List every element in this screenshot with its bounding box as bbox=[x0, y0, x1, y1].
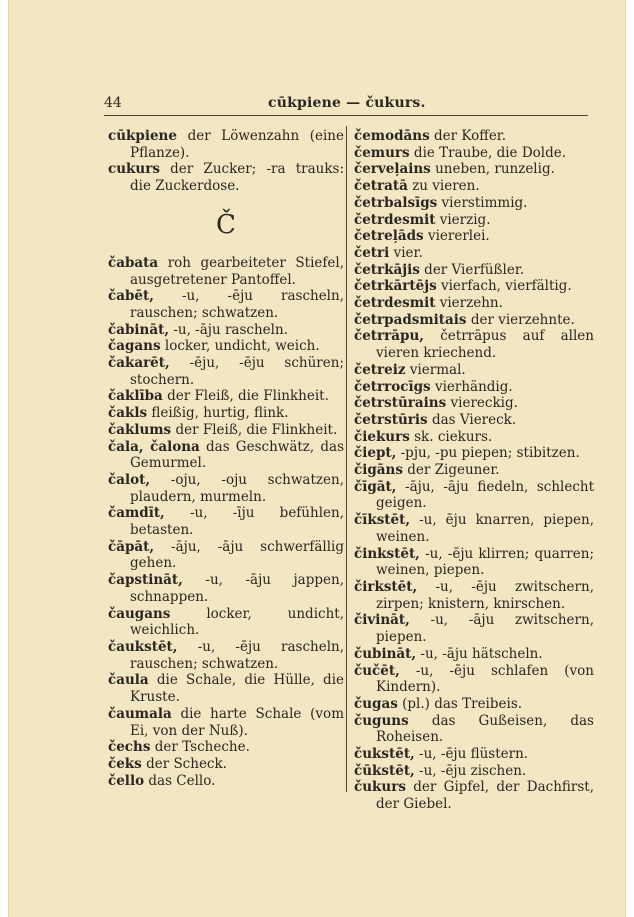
entry-definition: locker, undicht, weich. bbox=[164, 338, 320, 355]
entry-headword: čigāns bbox=[354, 462, 403, 479]
entry-headword: čemodāns bbox=[354, 128, 430, 144]
entry-definition: der Scheck. bbox=[146, 755, 227, 772]
entry-headword: četrdesmit bbox=[354, 211, 436, 228]
entry-definition: -pju, -pu piepen; stibitzen. bbox=[400, 445, 580, 462]
entry-definition: der Gipfel, der Dachfirst, der Giebel. bbox=[376, 779, 594, 813]
dictionary-entry bbox=[354, 696, 594, 713]
dictionary-entry bbox=[108, 472, 344, 505]
entry-definition: vierhändig. bbox=[434, 378, 513, 395]
entry-definition: zu vieren. bbox=[412, 178, 480, 195]
entry-definition: -āju, -āju fiedeln, schlecht geigen. bbox=[376, 478, 595, 512]
entry-headword: čalot, bbox=[108, 471, 151, 488]
dictionary-entry bbox=[354, 412, 594, 429]
dictionary-entry bbox=[354, 379, 594, 396]
entry-definition: sk. ciekurs. bbox=[414, 428, 493, 445]
entry-headword: čugas bbox=[354, 695, 398, 712]
entry-headword: čiekurs bbox=[354, 428, 410, 445]
entry-headword: čabata bbox=[108, 254, 159, 271]
entry-definition: -u, -ēju klirren; quarren; weinen, piepen. bbox=[376, 545, 594, 579]
entry-headword: čubināt, bbox=[354, 645, 417, 662]
dictionary-entry bbox=[108, 422, 344, 439]
entry-headword: četri bbox=[354, 244, 390, 261]
entry-headword: čemurs bbox=[354, 144, 410, 161]
entry-definition: -āju, -āju schwerfällig gehen. bbox=[130, 538, 344, 572]
dictionary-entry bbox=[354, 212, 594, 229]
running-title: cūkpiene — čukurs. bbox=[268, 95, 426, 111]
dictionary-entry bbox=[354, 479, 594, 512]
entry-definition: vierzig. bbox=[439, 211, 491, 228]
column-divider bbox=[346, 126, 347, 792]
entry-definition: -u, ēju knarren, piepen, weinen. bbox=[376, 512, 594, 545]
entry-definition: (pl.) das Treibeis. bbox=[402, 695, 523, 712]
entry-definition: der Löwenzahn (eine Pflanze). bbox=[130, 128, 344, 161]
entry-definition: -u, -ēju zischen. bbox=[419, 762, 527, 779]
entry-headword: čello bbox=[108, 772, 145, 789]
entry-headword: četrdesmit bbox=[354, 295, 436, 312]
entry-headword: čaula bbox=[108, 672, 149, 689]
entry-definition: -ēju, -ēju schüren; stochern. bbox=[130, 355, 344, 388]
entry-definition: -u, -ēju rascheln, rauschen; schwatzen. bbox=[130, 288, 344, 321]
entry-definition: vierfach, vierfältig. bbox=[440, 278, 572, 295]
entry-definition: roh gearbeiteter Stiefel, ausgetretener Pantoffel. bbox=[130, 254, 344, 288]
entry-headword: četreiz bbox=[354, 361, 406, 378]
entry-definition: die harte Schale (vom Ei, von der Nuß). bbox=[130, 705, 344, 739]
dictionary-entry bbox=[108, 606, 344, 639]
entry-headword: čaugans bbox=[108, 605, 171, 622]
entry-definition: viermal. bbox=[409, 361, 466, 378]
dictionary-entry bbox=[108, 161, 344, 194]
entry-definition: die Traube, die Dolde. bbox=[413, 144, 567, 161]
dictionary-entry bbox=[354, 763, 594, 780]
dictionary-entry bbox=[354, 228, 594, 245]
entry-definition: der Fleiß, die Flinkheit. bbox=[175, 421, 338, 438]
dictionary-entry bbox=[108, 388, 344, 405]
dictionary-entry bbox=[354, 145, 594, 162]
entry-definition: der vierzehnte. bbox=[470, 311, 575, 328]
entry-definition: četrrāpus auf allen vieren kriechend. bbox=[376, 328, 594, 362]
entry-definition: der Koffer. bbox=[434, 128, 507, 144]
entry-headword: čaukstēt, bbox=[108, 638, 178, 655]
entry-definition: der Vierfüßler. bbox=[424, 261, 525, 278]
dictionary-entry bbox=[108, 773, 344, 790]
dictionary-entry bbox=[354, 328, 594, 361]
entry-headword: čakls bbox=[108, 405, 148, 422]
entry-definition: -u, -ēju schlafen (von Kindern). bbox=[376, 662, 594, 696]
entry-headword: čukurs bbox=[354, 779, 406, 796]
dictionary-entry bbox=[354, 395, 594, 412]
entry-headword: četrstūris bbox=[354, 411, 428, 428]
entry-headword: četreļāds bbox=[354, 228, 424, 245]
entry-definition: der Tscheche. bbox=[154, 739, 250, 756]
entry-definition: -u, -ēju rascheln, rauschen; schwatzen. bbox=[130, 638, 344, 672]
entry-definition: -u, -ēju zwitschern, zirpen; knistern, knirschen. bbox=[376, 578, 594, 612]
entry-headword: četrpadsmitais bbox=[354, 311, 467, 328]
entry-headword: čala, čalona bbox=[108, 438, 200, 455]
entry-definition: locker, undicht, weichlich. bbox=[130, 605, 344, 639]
entry-definition: -u, -ēju flüstern. bbox=[419, 746, 529, 763]
dictionary-entry bbox=[354, 195, 594, 212]
entry-definition: -oju, -oju schwatzen, plaudern, murmeln. bbox=[130, 471, 344, 505]
entry-definition: -u, -āju zwitschern, piepen. bbox=[376, 612, 594, 646]
entry-headword: čaklums bbox=[108, 421, 172, 438]
entry-headword: čaumala bbox=[108, 705, 172, 722]
dictionary-entry bbox=[354, 663, 594, 696]
entry-definition: vier. bbox=[393, 244, 423, 261]
entry-definition: der Zigeuner. bbox=[407, 462, 500, 479]
entry-headword: čagans bbox=[108, 338, 161, 355]
dictionary-entry bbox=[108, 739, 344, 756]
dictionary-entry bbox=[354, 429, 594, 446]
entry-headword: četrstūrains bbox=[354, 395, 447, 412]
entry-definition: der Fleiß, die Flinkheit. bbox=[167, 388, 329, 405]
dictionary-entry bbox=[108, 639, 344, 672]
entry-definition: das Viereck. bbox=[431, 411, 517, 428]
entry-headword: čūkstēt, bbox=[354, 762, 415, 779]
entry-headword: četratā bbox=[354, 178, 408, 195]
entry-headword: čīgāt, bbox=[354, 478, 397, 495]
entry-definition: -u, -āju rascheln. bbox=[173, 321, 288, 338]
entry-headword: čeks bbox=[108, 755, 142, 772]
entry-headword: četrbalsīgs bbox=[354, 194, 438, 211]
dictionary-entry bbox=[354, 512, 594, 545]
entry-headword: čabināt, bbox=[108, 321, 170, 338]
dictionary-entry bbox=[108, 572, 344, 605]
dictionary-entry bbox=[354, 779, 594, 812]
entry-headword: cūkpiene bbox=[108, 128, 177, 144]
dictionary-entry bbox=[354, 362, 594, 379]
left-column bbox=[108, 128, 344, 789]
entry-headword: čaklība bbox=[108, 388, 163, 405]
right-column bbox=[354, 128, 594, 813]
entry-headword: četrrocīgs bbox=[354, 378, 431, 395]
dictionary-entry bbox=[108, 322, 344, 339]
entry-headword: čamdīt, bbox=[108, 505, 165, 522]
dictionary-entry bbox=[108, 338, 344, 355]
dictionary-entry bbox=[354, 462, 594, 479]
dictionary-entry bbox=[108, 255, 344, 288]
dictionary-entry bbox=[354, 178, 594, 195]
dictionary-entry bbox=[108, 439, 344, 472]
entry-definition: vierzehn. bbox=[439, 295, 503, 312]
dictionary-entry bbox=[108, 756, 344, 773]
dictionary-entry bbox=[354, 245, 594, 262]
entry-headword: čirkstēt, bbox=[354, 578, 418, 595]
entry-headword: četrrāpu, bbox=[354, 328, 424, 345]
entry-headword: četrkājis bbox=[354, 261, 420, 278]
dictionary-entry bbox=[108, 539, 344, 572]
dictionary-entry bbox=[354, 128, 594, 145]
entry-definition: der Zucker; -ra trauks: die Zuckerdose. bbox=[130, 161, 345, 195]
dictionary-entry bbox=[108, 505, 344, 538]
entry-headword: činkstēt, bbox=[354, 545, 420, 562]
entry-definition: viererlei. bbox=[427, 228, 490, 245]
dictionary-entry bbox=[354, 278, 594, 295]
entry-definition: uneben, runzelig. bbox=[435, 161, 555, 178]
dictionary-entry bbox=[354, 746, 594, 763]
page-header bbox=[104, 95, 592, 115]
entry-headword: četrkārtējs bbox=[354, 278, 437, 295]
dictionary-entry bbox=[354, 295, 594, 312]
entry-definition: -u, -āju hätscheln. bbox=[420, 645, 543, 662]
entry-definition: das Cello. bbox=[148, 772, 216, 789]
entry-headword: čiept, bbox=[354, 445, 397, 462]
entry-definition: das Gußeisen, das Roheisen. bbox=[376, 712, 594, 746]
entry-headword: čakarēt, bbox=[108, 355, 170, 372]
entry-headword: čuguns bbox=[354, 712, 409, 729]
dictionary-entry bbox=[108, 706, 344, 739]
header-divider bbox=[104, 115, 588, 116]
dictionary-entry bbox=[108, 128, 344, 161]
entry-headword: cukurs bbox=[108, 161, 160, 178]
entry-definition: fleißig, hurtig, flink. bbox=[151, 405, 289, 422]
entry-definition: -u, -īju befühlen, betasten. bbox=[130, 505, 344, 539]
dictionary-entry bbox=[354, 161, 594, 178]
dictionary-entry bbox=[108, 405, 344, 422]
entry-headword: čīkstēt, bbox=[354, 512, 411, 529]
dictionary-entry bbox=[354, 262, 594, 279]
entry-headword: čučēt, bbox=[354, 662, 400, 679]
entry-headword: červeļains bbox=[354, 161, 431, 178]
entry-definition: die Schale, die Hülle, die Kruste. bbox=[130, 672, 345, 706]
entry-headword: čapstināt, bbox=[108, 572, 183, 589]
dictionary-entry bbox=[354, 579, 594, 612]
dictionary-entry bbox=[108, 355, 344, 388]
dictionary-entry bbox=[108, 672, 344, 705]
entry-headword: čivināt, bbox=[354, 612, 410, 629]
entry-headword: čechs bbox=[108, 739, 151, 756]
dictionary-entry bbox=[354, 646, 594, 663]
entry-headword: čukstēt, bbox=[354, 746, 415, 763]
entry-headword: čabēt, bbox=[108, 288, 154, 305]
dictionary-entry bbox=[354, 612, 594, 645]
dictionary-entry bbox=[108, 288, 344, 321]
entry-definition: das Geschwätz, das Gemurmel. bbox=[130, 438, 344, 472]
dictionary-entry bbox=[354, 445, 594, 462]
page-number: 44 bbox=[104, 95, 122, 111]
entry-headword: čāpāt, bbox=[108, 538, 155, 555]
dictionary-entry bbox=[354, 713, 594, 746]
dictionary-entry bbox=[354, 546, 594, 579]
entry-definition: -u, -āju jappen, schnappen. bbox=[130, 572, 344, 605]
dictionary-entry bbox=[354, 312, 594, 329]
section-letter: Č bbox=[216, 209, 236, 240]
entry-definition: viereckig. bbox=[450, 395, 518, 412]
entry-definition: vierstimmig. bbox=[441, 194, 528, 211]
